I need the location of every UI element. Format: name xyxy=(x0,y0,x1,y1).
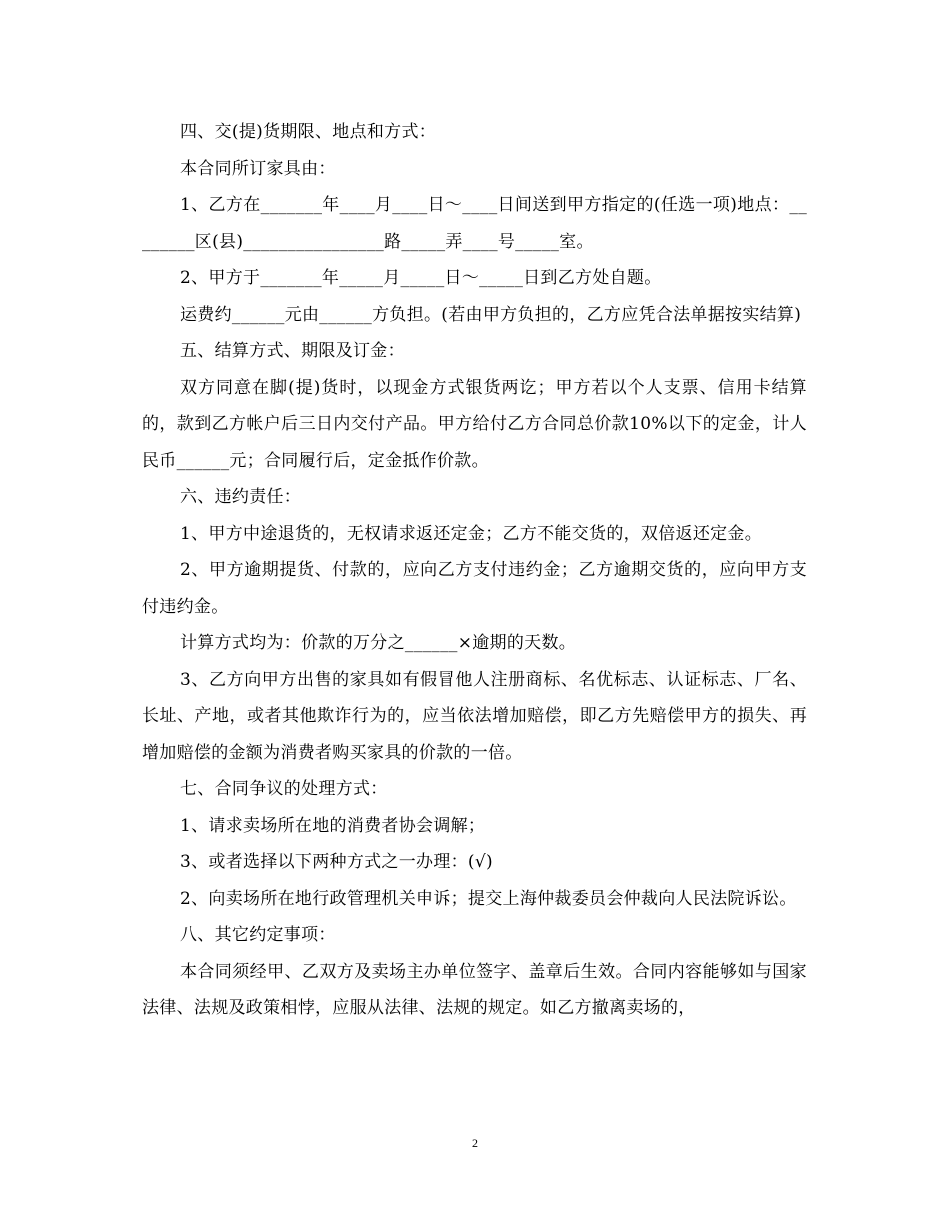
section-heading-other: 八、其它约定事项： xyxy=(180,925,336,945)
paragraph-dispute-2: 2、向卖场所在地行政管理机关申诉；提交上海仲裁委员会仲裁向人民法院诉讼。 xyxy=(180,888,797,909)
document-body xyxy=(142,114,807,1027)
paragraph-delivery-option-2: 2、甲方于_______年_____月_____日～_____日到乙方处自题。 xyxy=(180,268,662,288)
paragraph-other: 本合同须经甲、乙双方及卖场主办单位签字、盖章后生效。合同内容能够如与国家法律、法规及政策相悖，应服从法律、法规的规定。如乙方撤离卖场的， xyxy=(142,961,807,1018)
section-heading-liability: 六、违约责任： xyxy=(180,487,302,507)
section-heading-dispute: 七、合同争议的处理方式： xyxy=(180,779,388,799)
section-heading-settlement: 五、结算方式、期限及订金： xyxy=(180,341,405,361)
paragraph-delivery-option-1: 1、乙方在_______年____月____日～____日间送到甲方指定的(任选一项)地点：________区(县)________________路_____弄____号_____室。 xyxy=(142,195,807,252)
paragraph-liability-calc: 计算方式均为：价款的万分之______×逾期的天数。 xyxy=(180,633,577,653)
paragraph-delivery-intro: 本合同所订家具由： xyxy=(180,158,336,179)
paragraph-dispute-1: 1、请求卖场所在地的消费者协会调解； xyxy=(180,815,486,836)
paragraph-dispute-choice: 3、或者选择以下两种方式之一办理：(√) xyxy=(180,852,493,872)
paragraph-freight: 运费约______元由______方负担。(若由甲方负担的，乙方应凭合法单据按实结算) xyxy=(180,304,802,325)
page-number: 2 xyxy=(472,1136,478,1150)
paragraph-settlement: 双方同意在脚(提)货时，以现金方式银货两讫；甲方若以个人支票、信用卡结算的，款到乙方帐户后三日内交付产品。甲方给付乙方合同总价款10%以下的定金，计人民币______元；合同履行后，定金抵作价款。 xyxy=(142,377,807,471)
section-heading-delivery: 四、交(提)货期限、地点和方式： xyxy=(180,122,437,142)
paragraph-liability-3: 3、乙方向甲方出售的家具如有假冒他人注册商标、名优标志、认证标志、厂名、长址、产地，或者其他欺诈行为的，应当依法增加赔偿，即乙方先赔偿甲方的损失、再增加赔偿的金额为消费者购买家具的价款的一倍。 xyxy=(142,669,807,763)
paragraph-liability-1: 1、甲方中途退货的，无权请求返还定金；乙方不能交货的，双倍返还定金。 xyxy=(180,523,763,544)
paragraph-liability-2: 2、甲方逾期提货、付款的，应向乙方支付违约金；乙方逾期交货的，应向甲方支付违约金。 xyxy=(142,560,807,617)
